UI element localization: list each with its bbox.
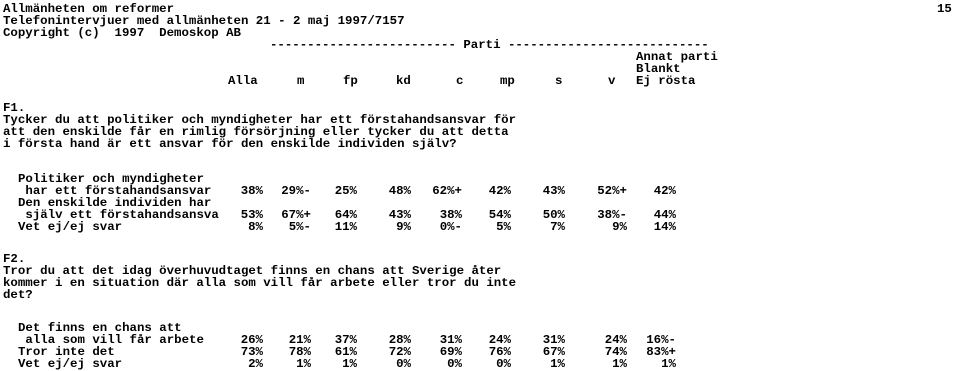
value-cell-mp: 0%	[496, 357, 511, 371]
f1-row2-label-2: själv ett förstahandsansva	[18, 208, 219, 222]
value-cell-alla: 8%	[248, 220, 263, 234]
value-cell-v: 38%-	[597, 208, 627, 222]
value-cell-kd: 43%	[388, 208, 411, 222]
value-cell-fp: 61%	[334, 345, 357, 359]
f2-row1-label-1: Det finns en chans att	[18, 321, 182, 335]
f2-row3-label: Vet ej/ej svar	[18, 357, 123, 371]
value-cell-c: 38%	[439, 208, 462, 222]
col-header-c: c	[456, 74, 464, 88]
value-cell-alla: 73%	[240, 345, 263, 359]
value-cell-alla: 2%	[248, 357, 263, 371]
col-header-s: s	[555, 74, 563, 88]
question-f1-text-2: att den enskilde får en rimlig försörjning eller tycker du att detta	[3, 125, 509, 139]
value-cell-v: 74%	[604, 345, 627, 359]
value-cell-c: 0%-	[439, 220, 462, 234]
value-cell-s: 50%	[542, 208, 565, 222]
question-f1-text-3: i första hand är ett ansvar för den enskilde individen själv?	[3, 137, 457, 151]
f2-row1-label-2: alla som vill får arbete	[18, 333, 204, 347]
value-cell-fp: 11%	[334, 220, 357, 234]
value-cell-kd: 48%	[388, 184, 411, 198]
f1-row1-label-1: Politiker och myndigheter	[18, 172, 204, 186]
value-cell-ej-rosta: 83%+	[646, 345, 676, 359]
question-f2-text-2: kommer i en situation där alla som vill får arbete eller tror du inte	[3, 276, 517, 290]
value-cell-kd: 0%	[396, 357, 411, 371]
value-cell-mp: 24%	[488, 333, 511, 347]
value-cell-ej-rosta: 1%	[661, 357, 676, 371]
col-header-kd: kd	[396, 74, 411, 88]
value-cell-alla: 53%	[240, 208, 263, 222]
f2-row2-label: Tror inte det	[18, 345, 115, 359]
value-cell-mp: 54%	[488, 208, 511, 222]
value-cell-m: 5%-	[288, 220, 311, 234]
value-cell-m: 21%	[288, 333, 311, 347]
question-f1-text-1: Tycker du att politiker och myndigheter har ett förstahandsansvar för	[3, 113, 517, 127]
value-cell-v: 24%	[604, 333, 627, 347]
col-header-ej-rosta: Ej rösta	[636, 74, 696, 88]
value-cell-m: 1%	[296, 357, 311, 371]
value-cell-c: 31%	[439, 333, 462, 347]
value-cell-s: 67%	[542, 345, 565, 359]
value-cell-mp: 5%	[496, 220, 511, 234]
col-header-mp: mp	[500, 74, 515, 88]
f1-row2-label-1: Den enskilde individen har	[18, 196, 212, 210]
value-cell-fp: 25%	[334, 184, 357, 198]
question-f2-id: F2.	[3, 252, 26, 266]
question-f1-id: F1.	[3, 101, 26, 115]
f1-row3-label: Vet ej/ej svar	[18, 220, 123, 234]
party-rule: ------------------------- Parti ---------------------------	[270, 38, 709, 52]
blankt-label: Blankt	[636, 62, 681, 76]
value-cell-s: 31%	[542, 333, 565, 347]
value-cell-s: 7%	[550, 220, 565, 234]
page-number: 15	[937, 2, 952, 16]
value-cell-v: 1%	[612, 357, 627, 371]
value-cell-ej-rosta: 44%	[653, 208, 676, 222]
question-f2-text-1: Tror du att det idag överhuvudtaget finns en chans att Sverige åter	[3, 264, 502, 278]
col-header-v: v	[608, 74, 616, 88]
value-cell-s: 43%	[542, 184, 565, 198]
col-header-alla: Alla	[228, 74, 258, 88]
survey-subtitle: Telefonintervjuer med allmänheten 21 - 2 maj 1997/7157	[3, 14, 405, 28]
value-cell-m: 78%	[288, 345, 311, 359]
value-cell-kd: 9%	[396, 220, 411, 234]
value-cell-s: 1%	[550, 357, 565, 371]
col-header-m: m	[297, 74, 305, 88]
value-cell-alla: 38%	[240, 184, 263, 198]
value-cell-ej-rosta: 42%	[653, 184, 676, 198]
value-cell-mp: 42%	[488, 184, 511, 198]
value-cell-ej-rosta: 14%	[653, 220, 676, 234]
value-cell-fp: 64%	[334, 208, 357, 222]
value-cell-v: 9%	[612, 220, 627, 234]
value-cell-c: 62%+	[432, 184, 462, 198]
copyright-line: Copyright (c) 1997 Demoskop AB	[3, 26, 241, 40]
f1-row1-label-2: har ett förstahandsansvar	[18, 184, 212, 198]
value-cell-c: 0%	[447, 357, 462, 371]
value-cell-fp: 37%	[334, 333, 357, 347]
question-f2-text-3: det?	[3, 288, 33, 302]
value-cell-kd: 72%	[388, 345, 411, 359]
value-cell-m: 67%+	[281, 208, 311, 222]
value-cell-c: 69%	[439, 345, 462, 359]
value-cell-fp: 1%	[342, 357, 357, 371]
report-title: Allmänheten om reformer	[3, 2, 175, 16]
annat-parti-label: Annat parti	[636, 50, 718, 64]
value-cell-alla: 26%	[240, 333, 263, 347]
value-cell-kd: 28%	[388, 333, 411, 347]
col-header-fp: fp	[343, 74, 358, 88]
value-cell-mp: 76%	[488, 345, 511, 359]
value-cell-v: 52%+	[597, 184, 627, 198]
value-cell-m: 29%-	[281, 184, 311, 198]
value-cell-ej-rosta: 16%-	[646, 333, 676, 347]
